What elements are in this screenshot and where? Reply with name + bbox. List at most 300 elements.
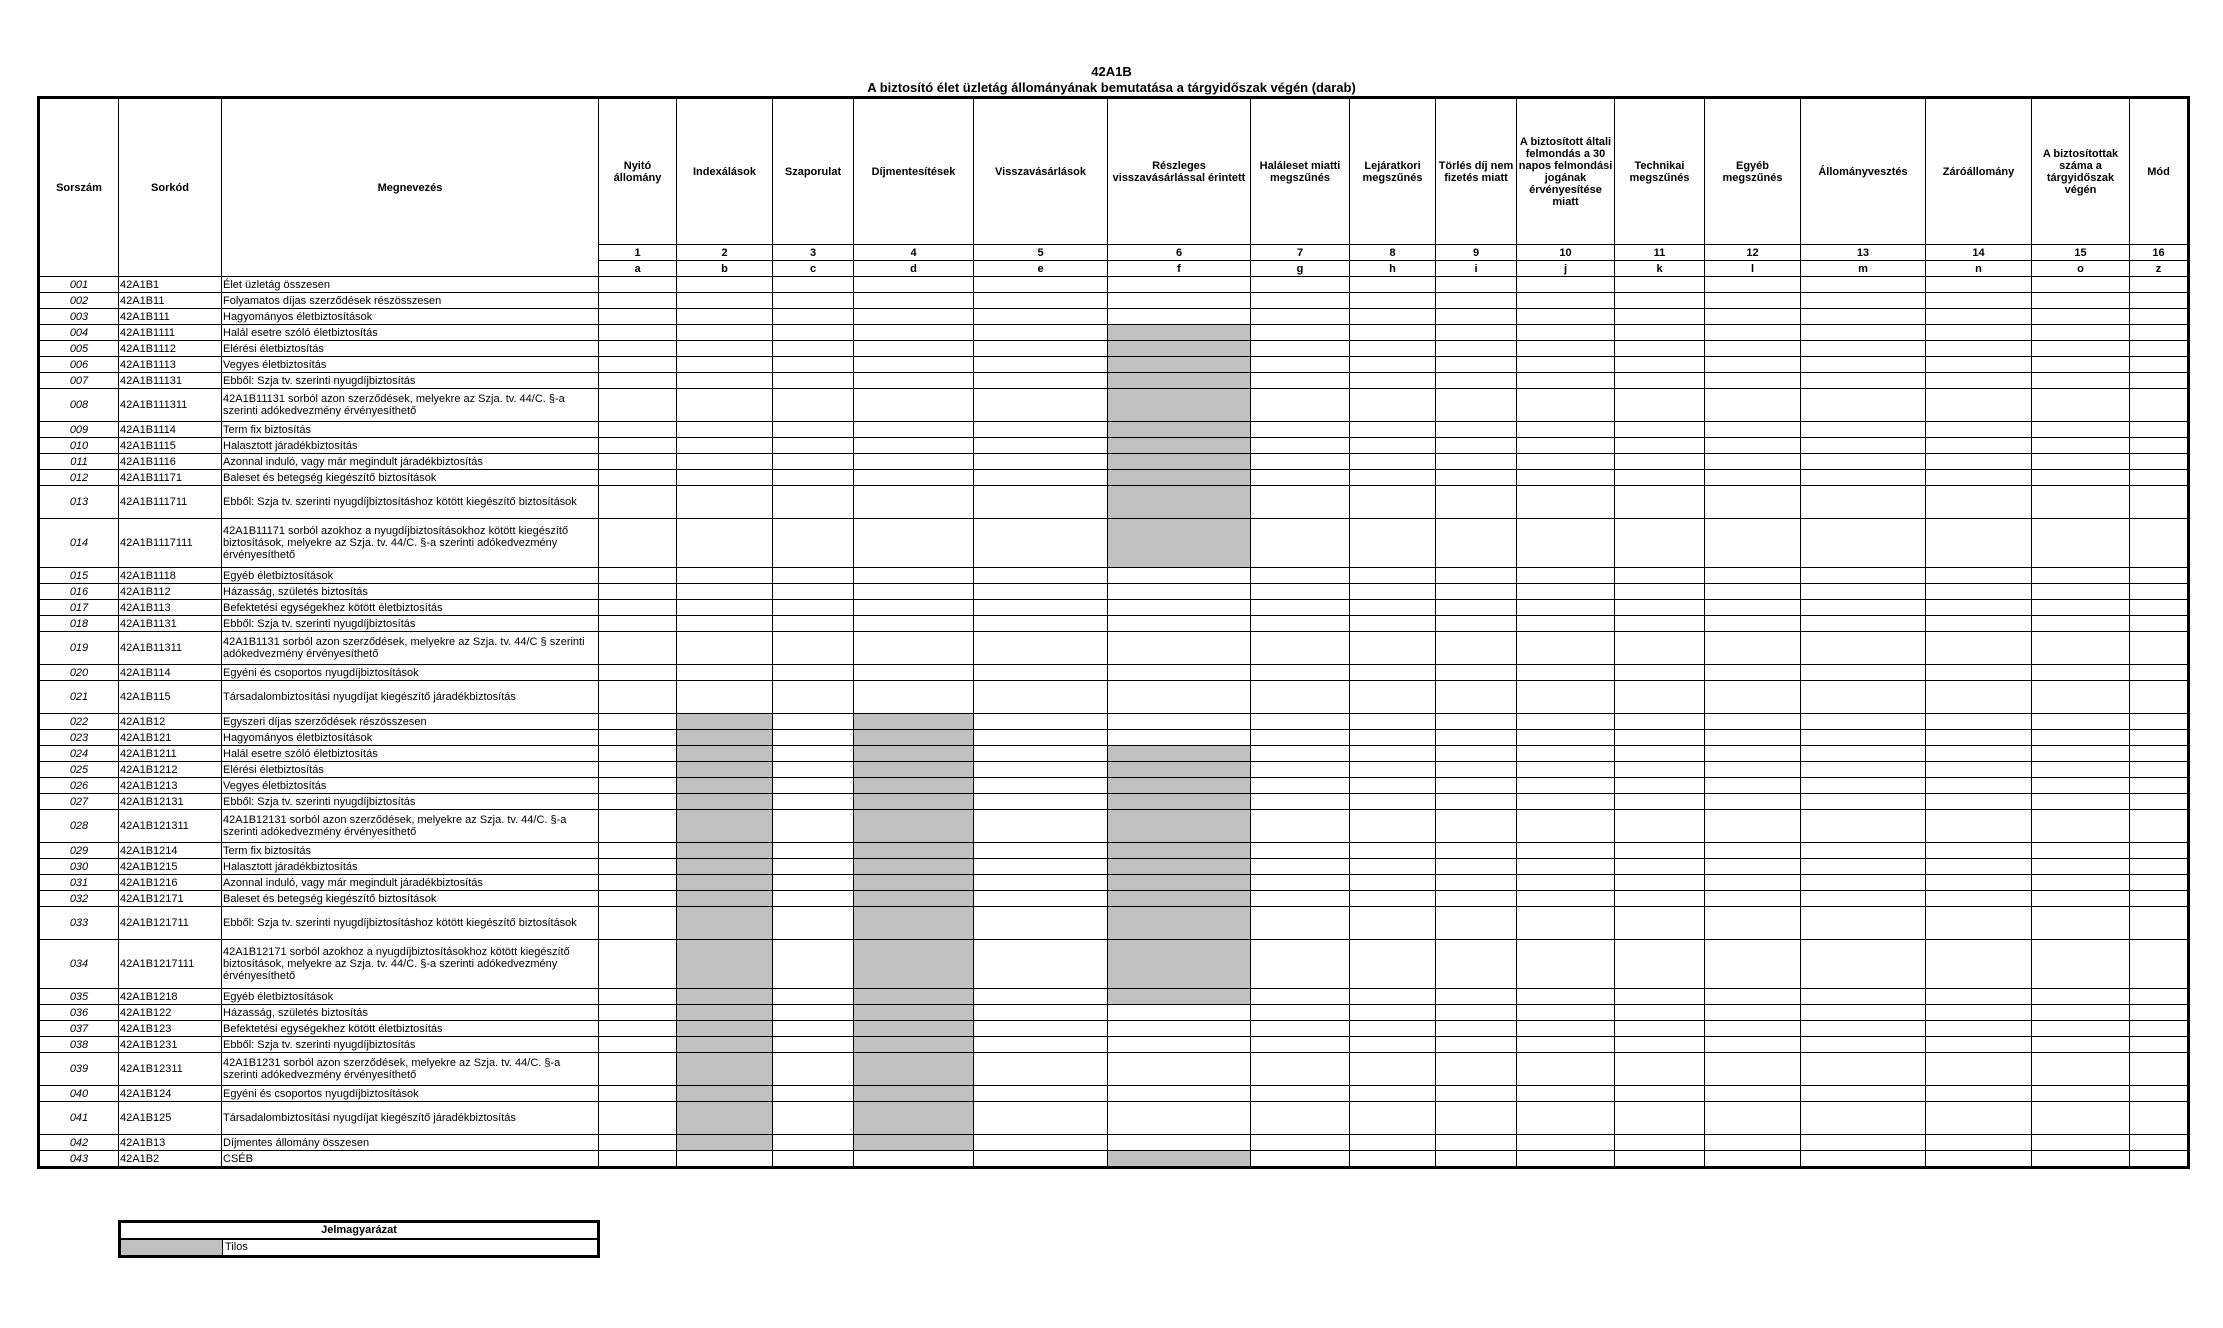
data-cell[interactable] — [1251, 891, 1350, 907]
data-cell[interactable] — [1350, 438, 1436, 454]
data-cell[interactable] — [1801, 1037, 1926, 1053]
data-cell[interactable] — [2130, 859, 2189, 875]
data-cell[interactable] — [1926, 341, 2032, 357]
data-cell[interactable] — [1436, 762, 1517, 778]
data-cell[interactable] — [1615, 891, 1705, 907]
data-cell[interactable] — [1615, 632, 1705, 665]
data-cell[interactable] — [1350, 470, 1436, 486]
data-cell[interactable] — [1615, 875, 1705, 891]
data-cell[interactable] — [2130, 810, 2189, 843]
data-cell[interactable] — [1251, 1037, 1350, 1053]
data-cell[interactable] — [1251, 762, 1350, 778]
data-cell[interactable] — [1801, 325, 1926, 341]
data-cell[interactable] — [1926, 373, 2032, 389]
data-cell[interactable] — [773, 730, 854, 746]
data-cell[interactable] — [1801, 989, 1926, 1005]
data-cell[interactable] — [1436, 1021, 1517, 1037]
data-cell[interactable] — [1436, 843, 1517, 859]
data-cell[interactable] — [1926, 1086, 2032, 1102]
data-cell[interactable] — [1436, 794, 1517, 810]
data-cell[interactable] — [1615, 1005, 1705, 1021]
data-cell[interactable] — [1251, 1005, 1350, 1021]
data-cell[interactable] — [1926, 486, 2032, 519]
data-cell[interactable] — [854, 454, 974, 470]
data-cell[interactable] — [1705, 309, 1801, 325]
data-cell[interactable] — [2130, 357, 2189, 373]
data-cell[interactable] — [1108, 1037, 1251, 1053]
data-cell[interactable] — [854, 470, 974, 486]
data-cell[interactable] — [1436, 568, 1517, 584]
data-cell[interactable] — [974, 389, 1108, 422]
data-cell[interactable] — [773, 875, 854, 891]
data-cell[interactable] — [974, 1135, 1108, 1151]
data-cell[interactable] — [1350, 843, 1436, 859]
data-cell[interactable] — [1436, 584, 1517, 600]
data-cell[interactable] — [1251, 422, 1350, 438]
data-cell[interactable] — [1801, 470, 1926, 486]
data-cell[interactable] — [677, 422, 773, 438]
data-cell[interactable] — [2032, 470, 2130, 486]
data-cell[interactable] — [974, 665, 1108, 681]
data-cell[interactable] — [1251, 989, 1350, 1005]
data-cell[interactable] — [1251, 1086, 1350, 1102]
data-cell[interactable] — [773, 1021, 854, 1037]
data-cell[interactable] — [677, 470, 773, 486]
data-cell[interactable] — [1926, 665, 2032, 681]
data-cell[interactable] — [599, 454, 677, 470]
data-cell[interactable] — [1801, 665, 1926, 681]
data-cell[interactable] — [677, 357, 773, 373]
data-cell[interactable] — [2130, 454, 2189, 470]
data-cell[interactable] — [1926, 762, 2032, 778]
data-cell[interactable] — [1615, 616, 1705, 632]
data-cell[interactable] — [1705, 632, 1801, 665]
data-cell[interactable] — [1251, 293, 1350, 309]
data-cell[interactable] — [1801, 1086, 1926, 1102]
data-cell[interactable] — [1615, 470, 1705, 486]
data-cell[interactable] — [773, 665, 854, 681]
data-cell[interactable] — [1350, 730, 1436, 746]
data-cell[interactable] — [2130, 341, 2189, 357]
data-cell[interactable] — [1436, 665, 1517, 681]
data-cell[interactable] — [1108, 293, 1251, 309]
data-cell[interactable] — [2032, 519, 2130, 568]
data-cell[interactable] — [1801, 584, 1926, 600]
data-cell[interactable] — [1801, 859, 1926, 875]
data-cell[interactable] — [1350, 875, 1436, 891]
data-cell[interactable] — [773, 373, 854, 389]
data-cell[interactable] — [974, 891, 1108, 907]
data-cell[interactable] — [1436, 875, 1517, 891]
data-cell[interactable] — [1108, 681, 1251, 714]
data-cell[interactable] — [1108, 1021, 1251, 1037]
data-cell[interactable] — [1801, 1053, 1926, 1086]
data-cell[interactable] — [599, 891, 677, 907]
data-cell[interactable] — [2130, 1151, 2189, 1168]
data-cell[interactable] — [854, 486, 974, 519]
data-cell[interactable] — [1108, 277, 1251, 293]
data-cell[interactable] — [1705, 665, 1801, 681]
data-cell[interactable] — [1350, 778, 1436, 794]
data-cell[interactable] — [974, 907, 1108, 940]
data-cell[interactable] — [1350, 665, 1436, 681]
data-cell[interactable] — [773, 309, 854, 325]
data-cell[interactable] — [1801, 277, 1926, 293]
data-cell[interactable] — [1436, 1005, 1517, 1021]
data-cell[interactable] — [1251, 1135, 1350, 1151]
data-cell[interactable] — [974, 293, 1108, 309]
data-cell[interactable] — [677, 325, 773, 341]
data-cell[interactable] — [854, 632, 974, 665]
data-cell[interactable] — [1615, 778, 1705, 794]
data-cell[interactable] — [599, 568, 677, 584]
data-cell[interactable] — [599, 486, 677, 519]
data-cell[interactable] — [1705, 341, 1801, 357]
data-cell[interactable] — [1615, 665, 1705, 681]
data-cell[interactable] — [2130, 1135, 2189, 1151]
data-cell[interactable] — [773, 891, 854, 907]
data-cell[interactable] — [2130, 907, 2189, 940]
data-cell[interactable] — [599, 746, 677, 762]
data-cell[interactable] — [2130, 584, 2189, 600]
data-cell[interactable] — [2130, 470, 2189, 486]
data-cell[interactable] — [1517, 794, 1615, 810]
data-cell[interactable] — [1517, 277, 1615, 293]
data-cell[interactable] — [1801, 309, 1926, 325]
data-cell[interactable] — [1705, 422, 1801, 438]
data-cell[interactable] — [1517, 730, 1615, 746]
data-cell[interactable] — [2032, 730, 2130, 746]
data-cell[interactable] — [1436, 1037, 1517, 1053]
data-cell[interactable] — [974, 519, 1108, 568]
data-cell[interactable] — [1517, 438, 1615, 454]
data-cell[interactable] — [1350, 794, 1436, 810]
data-cell[interactable] — [1615, 389, 1705, 422]
data-cell[interactable] — [1926, 422, 2032, 438]
data-cell[interactable] — [1436, 486, 1517, 519]
data-cell[interactable] — [1350, 600, 1436, 616]
data-cell[interactable] — [1615, 810, 1705, 843]
data-cell[interactable] — [1615, 1151, 1705, 1168]
data-cell[interactable] — [677, 600, 773, 616]
data-cell[interactable] — [1436, 746, 1517, 762]
data-cell[interactable] — [599, 277, 677, 293]
data-cell[interactable] — [1251, 940, 1350, 989]
data-cell[interactable] — [1517, 940, 1615, 989]
data-cell[interactable] — [677, 389, 773, 422]
data-cell[interactable] — [1615, 277, 1705, 293]
data-cell[interactable] — [1350, 422, 1436, 438]
data-cell[interactable] — [1350, 762, 1436, 778]
data-cell[interactable] — [1705, 616, 1801, 632]
data-cell[interactable] — [1801, 810, 1926, 843]
data-cell[interactable] — [1615, 584, 1705, 600]
data-cell[interactable] — [773, 1086, 854, 1102]
data-cell[interactable] — [1801, 293, 1926, 309]
data-cell[interactable] — [1615, 422, 1705, 438]
data-cell[interactable] — [974, 357, 1108, 373]
data-cell[interactable] — [1926, 746, 2032, 762]
data-cell[interactable] — [974, 1151, 1108, 1168]
data-cell[interactable] — [773, 1005, 854, 1021]
data-cell[interactable] — [1615, 454, 1705, 470]
data-cell[interactable] — [2032, 891, 2130, 907]
data-cell[interactable] — [1926, 632, 2032, 665]
data-cell[interactable] — [1615, 600, 1705, 616]
data-cell[interactable] — [599, 632, 677, 665]
data-cell[interactable] — [1517, 600, 1615, 616]
data-cell[interactable] — [1926, 875, 2032, 891]
data-cell[interactable] — [773, 277, 854, 293]
data-cell[interactable] — [2130, 843, 2189, 859]
data-cell[interactable] — [1251, 325, 1350, 341]
data-cell[interactable] — [1517, 810, 1615, 843]
data-cell[interactable] — [974, 422, 1108, 438]
data-cell[interactable] — [2130, 1005, 2189, 1021]
data-cell[interactable] — [1615, 730, 1705, 746]
data-cell[interactable] — [773, 762, 854, 778]
data-cell[interactable] — [2130, 762, 2189, 778]
data-cell[interactable] — [1251, 341, 1350, 357]
data-cell[interactable] — [854, 389, 974, 422]
data-cell[interactable] — [974, 940, 1108, 989]
data-cell[interactable] — [1108, 584, 1251, 600]
data-cell[interactable] — [599, 1086, 677, 1102]
data-cell[interactable] — [854, 584, 974, 600]
data-cell[interactable] — [1517, 891, 1615, 907]
data-cell[interactable] — [1705, 778, 1801, 794]
data-cell[interactable] — [1436, 1053, 1517, 1086]
data-cell[interactable] — [1517, 859, 1615, 875]
data-cell[interactable] — [1251, 810, 1350, 843]
data-cell[interactable] — [599, 730, 677, 746]
data-cell[interactable] — [2032, 616, 2130, 632]
data-cell[interactable] — [974, 714, 1108, 730]
data-cell[interactable] — [599, 762, 677, 778]
data-cell[interactable] — [2032, 600, 2130, 616]
data-cell[interactable] — [2032, 389, 2130, 422]
data-cell[interactable] — [1436, 293, 1517, 309]
data-cell[interactable] — [1801, 568, 1926, 584]
data-cell[interactable] — [2032, 293, 2130, 309]
data-cell[interactable] — [2130, 989, 2189, 1005]
data-cell[interactable] — [1517, 486, 1615, 519]
data-cell[interactable] — [1436, 730, 1517, 746]
data-cell[interactable] — [1705, 600, 1801, 616]
data-cell[interactable] — [1615, 293, 1705, 309]
data-cell[interactable] — [599, 1005, 677, 1021]
data-cell[interactable] — [1350, 1037, 1436, 1053]
data-cell[interactable] — [773, 794, 854, 810]
data-cell[interactable] — [1517, 616, 1615, 632]
data-cell[interactable] — [1517, 309, 1615, 325]
data-cell[interactable] — [1926, 470, 2032, 486]
data-cell[interactable] — [1926, 293, 2032, 309]
data-cell[interactable] — [854, 309, 974, 325]
data-cell[interactable] — [974, 470, 1108, 486]
data-cell[interactable] — [1705, 373, 1801, 389]
data-cell[interactable] — [1926, 568, 2032, 584]
data-cell[interactable] — [1436, 1086, 1517, 1102]
data-cell[interactable] — [1705, 859, 1801, 875]
data-cell[interactable] — [1251, 746, 1350, 762]
data-cell[interactable] — [974, 1037, 1108, 1053]
data-cell[interactable] — [2032, 438, 2130, 454]
data-cell[interactable] — [1436, 940, 1517, 989]
data-cell[interactable] — [1436, 810, 1517, 843]
data-cell[interactable] — [1615, 843, 1705, 859]
data-cell[interactable] — [1251, 859, 1350, 875]
data-cell[interactable] — [599, 665, 677, 681]
data-cell[interactable] — [1705, 762, 1801, 778]
data-cell[interactable] — [1801, 1021, 1926, 1037]
data-cell[interactable] — [974, 1021, 1108, 1037]
data-cell[interactable] — [599, 1151, 677, 1168]
data-cell[interactable] — [1615, 714, 1705, 730]
data-cell[interactable] — [1926, 389, 2032, 422]
data-cell[interactable] — [1705, 714, 1801, 730]
data-cell[interactable] — [2130, 438, 2189, 454]
data-cell[interactable] — [677, 616, 773, 632]
data-cell[interactable] — [599, 470, 677, 486]
data-cell[interactable] — [1251, 389, 1350, 422]
data-cell[interactable] — [854, 616, 974, 632]
data-cell[interactable] — [1108, 632, 1251, 665]
data-cell[interactable] — [1350, 519, 1436, 568]
data-cell[interactable] — [1251, 794, 1350, 810]
data-cell[interactable] — [1801, 730, 1926, 746]
data-cell[interactable] — [1517, 1053, 1615, 1086]
data-cell[interactable] — [2032, 989, 2130, 1005]
data-cell[interactable] — [773, 1053, 854, 1086]
data-cell[interactable] — [1615, 1135, 1705, 1151]
data-cell[interactable] — [1436, 989, 1517, 1005]
data-cell[interactable] — [1350, 632, 1436, 665]
data-cell[interactable] — [2032, 778, 2130, 794]
data-cell[interactable] — [1436, 1151, 1517, 1168]
data-cell[interactable] — [1350, 616, 1436, 632]
data-cell[interactable] — [1801, 438, 1926, 454]
data-cell[interactable] — [1926, 309, 2032, 325]
data-cell[interactable] — [1705, 746, 1801, 762]
data-cell[interactable] — [1251, 373, 1350, 389]
data-cell[interactable] — [2032, 454, 2130, 470]
data-cell[interactable] — [974, 1005, 1108, 1021]
data-cell[interactable] — [2130, 1102, 2189, 1135]
data-cell[interactable] — [1926, 1037, 2032, 1053]
data-cell[interactable] — [1436, 519, 1517, 568]
data-cell[interactable] — [1108, 1135, 1251, 1151]
data-cell[interactable] — [677, 681, 773, 714]
data-cell[interactable] — [1615, 940, 1705, 989]
data-cell[interactable] — [854, 373, 974, 389]
data-cell[interactable] — [773, 746, 854, 762]
data-cell[interactable] — [1350, 309, 1436, 325]
data-cell[interactable] — [2032, 277, 2130, 293]
data-cell[interactable] — [2032, 875, 2130, 891]
data-cell[interactable] — [1615, 1102, 1705, 1135]
data-cell[interactable] — [2032, 665, 2130, 681]
data-cell[interactable] — [2032, 341, 2130, 357]
data-cell[interactable] — [2032, 794, 2130, 810]
data-cell[interactable] — [599, 325, 677, 341]
data-cell[interactable] — [1705, 989, 1801, 1005]
data-cell[interactable] — [1517, 843, 1615, 859]
data-cell[interactable] — [1801, 940, 1926, 989]
data-cell[interactable] — [773, 778, 854, 794]
data-cell[interactable] — [1801, 519, 1926, 568]
data-cell[interactable] — [773, 1135, 854, 1151]
data-cell[interactable] — [1705, 519, 1801, 568]
data-cell[interactable] — [1801, 486, 1926, 519]
data-cell[interactable] — [1517, 778, 1615, 794]
data-cell[interactable] — [1436, 357, 1517, 373]
data-cell[interactable] — [1350, 1102, 1436, 1135]
data-cell[interactable] — [1350, 1005, 1436, 1021]
data-cell[interactable] — [1517, 762, 1615, 778]
data-cell[interactable] — [1801, 746, 1926, 762]
data-cell[interactable] — [2032, 714, 2130, 730]
data-cell[interactable] — [1926, 600, 2032, 616]
data-cell[interactable] — [1801, 422, 1926, 438]
data-cell[interactable] — [2032, 1151, 2130, 1168]
data-cell[interactable] — [1615, 1021, 1705, 1037]
data-cell[interactable] — [599, 616, 677, 632]
data-cell[interactable] — [1251, 584, 1350, 600]
data-cell[interactable] — [1705, 1005, 1801, 1021]
data-cell[interactable] — [1615, 1037, 1705, 1053]
data-cell[interactable] — [1517, 632, 1615, 665]
data-cell[interactable] — [1926, 681, 2032, 714]
data-cell[interactable] — [1615, 309, 1705, 325]
data-cell[interactable] — [1926, 438, 2032, 454]
data-cell[interactable] — [854, 357, 974, 373]
data-cell[interactable] — [1517, 1005, 1615, 1021]
data-cell[interactable] — [1517, 875, 1615, 891]
data-cell[interactable] — [974, 584, 1108, 600]
data-cell[interactable] — [1251, 357, 1350, 373]
data-cell[interactable] — [854, 681, 974, 714]
data-cell[interactable] — [1926, 1021, 2032, 1037]
data-cell[interactable] — [974, 373, 1108, 389]
data-cell[interactable] — [599, 293, 677, 309]
data-cell[interactable] — [1251, 1102, 1350, 1135]
data-cell[interactable] — [1350, 584, 1436, 600]
data-cell[interactable] — [1705, 568, 1801, 584]
data-cell[interactable] — [2032, 810, 2130, 843]
data-cell[interactable] — [854, 341, 974, 357]
data-cell[interactable] — [854, 325, 974, 341]
data-cell[interactable] — [1705, 1021, 1801, 1037]
data-cell[interactable] — [1705, 875, 1801, 891]
data-cell[interactable] — [1251, 519, 1350, 568]
data-cell[interactable] — [677, 584, 773, 600]
data-cell[interactable] — [1251, 486, 1350, 519]
data-cell[interactable] — [1705, 438, 1801, 454]
data-cell[interactable] — [2130, 1053, 2189, 1086]
data-cell[interactable] — [1615, 357, 1705, 373]
data-cell[interactable] — [1251, 277, 1350, 293]
data-cell[interactable] — [599, 1037, 677, 1053]
data-cell[interactable] — [1517, 373, 1615, 389]
data-cell[interactable] — [974, 616, 1108, 632]
data-cell[interactable] — [1251, 681, 1350, 714]
data-cell[interactable] — [1251, 600, 1350, 616]
data-cell[interactable] — [1615, 325, 1705, 341]
data-cell[interactable] — [1251, 454, 1350, 470]
data-cell[interactable] — [1436, 373, 1517, 389]
data-cell[interactable] — [1926, 357, 2032, 373]
